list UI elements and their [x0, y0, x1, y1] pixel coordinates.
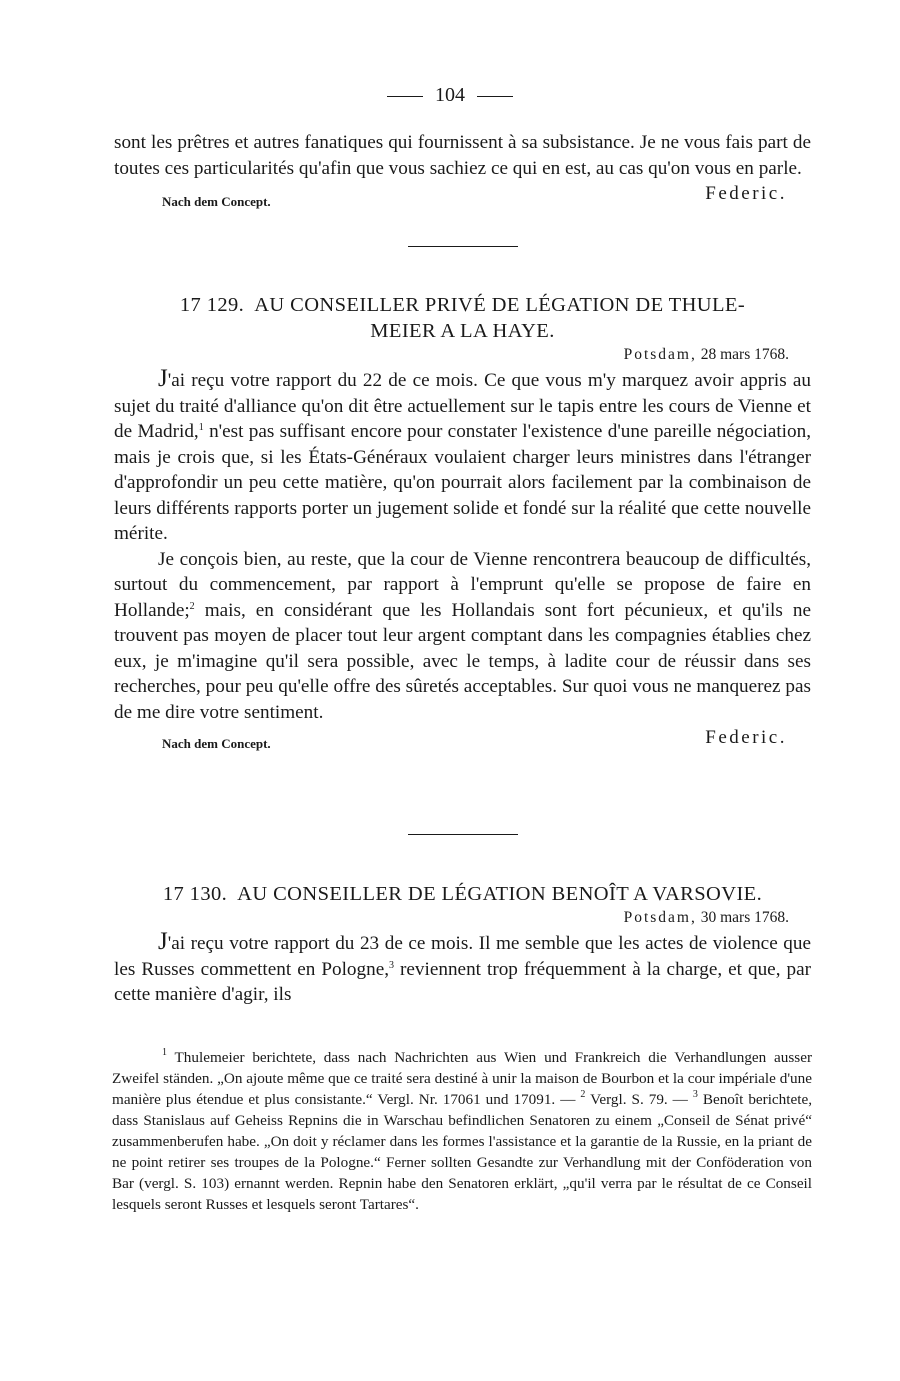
place: Potsdam, [623, 346, 697, 363]
footnote-mark-2: 2 [580, 1089, 586, 1100]
continuation-paragraph: sont les prêtres et autres fanatiques qui fournissent à sa subsistance. Je ne vous fais part de toutes ces particularités qu'afin que vous sachiez ce qui en est, au cas qu'on vous en parle. [114, 132, 811, 179]
letter-body [114, 929, 811, 1008]
concept-note: Nach dem Concept. [162, 736, 271, 751]
page-number [0, 84, 900, 107]
paragraph-1 [114, 366, 811, 547]
footnote-mark-1: 1 [162, 1047, 167, 1058]
footnotes [112, 1047, 812, 1215]
paragraph-1 [114, 929, 811, 1008]
letter-body [114, 366, 811, 751]
footnote-block [112, 1047, 812, 1215]
place-date [114, 344, 811, 366]
heading-line-1: AU CONSEILLER PRIVÉ DE LÉGATION DE THULE- [254, 294, 746, 316]
signature: Federic. [705, 183, 787, 204]
paragraph-1-text-a: 'ai reçu votre rapport du 22 de ce mois. Ce que vous m'y marquez avoir appris au sujet du traité d'alliance qu'on dit être actuellement sur le tapis entre les cours de Vienne et de Madrid, [114, 370, 811, 442]
letter-heading [114, 881, 811, 907]
section-separator [408, 834, 518, 835]
paragraph-2 [114, 547, 811, 726]
heading-line-2: MEIER A LA HAYE. [370, 320, 555, 342]
concept-note: Nach dem Concept. [162, 194, 271, 209]
letter-number: 17 130. [162, 883, 228, 905]
footnote-ref-1: 1 [198, 422, 204, 433]
closing-line [114, 725, 811, 751]
footnote-ref-2: 2 [189, 600, 195, 612]
initial-letter: J [158, 365, 168, 392]
heading-line-1: AU CONSEILLER DE LÉGATION BENOÎT A VARSOVIE. [237, 883, 763, 905]
paragraph-2-text-b: mais, en considérant que les Hollandais sont fort pécunieux, et qu'ils ne trouvent pas moyen de placer tout leur argent comptant dans les compagnies établies chez eux, je m'imagine qu'il sera possible, avec le temps, à ladite cour de réussir dans ses recherches, pour peu qu'elle offre des sûretés acceptables. Sur quoi vous ne manquerez pas de me dire votre sentiment. [114, 599, 811, 723]
paragraph-1-text-b: reviennent trop fréquemment à la charge, et que, par cette manière d'agir, ils [114, 958, 811, 1005]
signature: Federic. [705, 727, 787, 748]
previous-letter-ending [114, 130, 811, 207]
footnote-2: Vergl. S. 79. — [590, 1091, 688, 1108]
initial-letter: J [158, 928, 168, 955]
footnote-1: Thulemeier berichtete, dass nach Nachrichten aus Wien und Frankreich die Verhandlungen ausser Zweifel ständen. „On ajoute même que ce traité sera destiné à unir la maison de Bourbon et la cour impériale d'une manière plus étendue et plus consistante.“ Vergl. Nr. 17061 und 17091. — [112, 1049, 812, 1108]
letter-17129 [114, 292, 811, 751]
closing-line [114, 181, 811, 207]
letter-17130 [114, 881, 811, 1008]
place-date [114, 907, 811, 929]
footnote-mark-3: 3 [692, 1089, 698, 1100]
section-separator [408, 246, 518, 247]
paragraph-1-text-b: n'est pas suffisant encore pour constater l'existence d'une pareille négociation, mais je crois que, si les États-Généraux voulaient charger leurs ministres dans l'étranger d'approfondir un peu cette matière, qu'on pourrait alors facilement par la combinaison de leurs différents rapports porter un jugement solide et fondé sur la réalité que cette nouvelle mérite. [114, 421, 811, 544]
footnote-ref-3: 3 [389, 959, 395, 971]
paragraph-1-text-a: 'ai reçu votre rapport du 23 de ce mois. Il me semble que les actes de violence que les Russes commettent en Pologne, [114, 933, 811, 980]
date: 28 mars 1768. [700, 346, 789, 363]
letter-number: 17 129. [179, 294, 245, 316]
page-number-dash-right [477, 96, 513, 97]
date: 30 mars 1768. [700, 909, 789, 926]
footnote-3: Benoît berichtete, dass Stanislaus auf Geheiss Repnins die in Warschau befindlichen Senatoren zu einem „Conseil de Sénat privé“ zusammenberufen habe. „On doit y réclamer dans les formes l'assistance et la garantie de la Russie, en la priant de ne point retirer ses troupes de la Pologne.“ Ferner sollten Gesandte zur Verhandlung mit der Conföderation von Bar (vergl. S. 103) ernannt werden. Repnin habe den Senatoren erklärt, „qu'il verra par le résultat de ce Conseil lesquels seront Russes et lesquels seront Tartares“. [112, 1091, 812, 1213]
page-number-text: 104 [435, 84, 465, 106]
page-number-dash-left [387, 96, 423, 97]
place: Potsdam, [623, 909, 697, 926]
paragraph-2-text-a: Je conçois bien, au reste, que la cour de Vienne rencontrera beaucoup de difficultés, surtout du commencement, par rapport à l'emprunt qu'elle se propose de faire en Hollande; [114, 548, 811, 621]
letter-heading [114, 292, 811, 344]
